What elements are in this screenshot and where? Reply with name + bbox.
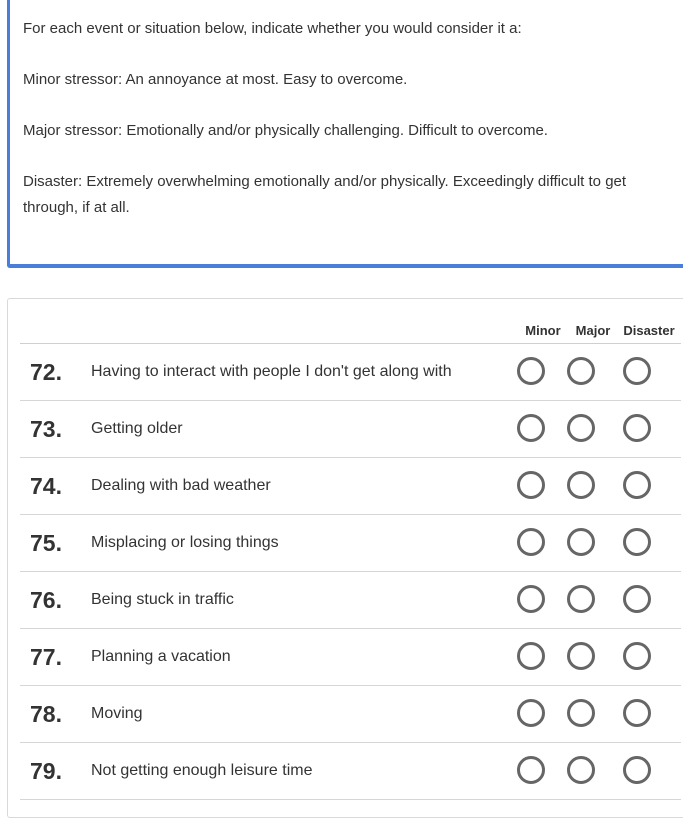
radio-minor[interactable] bbox=[517, 585, 545, 613]
radio-minor[interactable] bbox=[517, 699, 545, 727]
radio-disaster[interactable] bbox=[623, 528, 651, 556]
radio-disaster[interactable] bbox=[623, 414, 651, 442]
question-row-79 bbox=[20, 743, 681, 800]
question-row-77 bbox=[20, 629, 681, 686]
radio-disaster[interactable] bbox=[623, 642, 651, 670]
radio-major[interactable] bbox=[567, 585, 595, 613]
question-text: Having to interact with people I don't get along with bbox=[91, 363, 452, 380]
radio-minor[interactable] bbox=[517, 357, 545, 385]
question-rows bbox=[20, 344, 681, 800]
question-text: Misplacing or losing things bbox=[91, 534, 279, 551]
question-row-75 bbox=[20, 515, 681, 572]
radio-major[interactable] bbox=[567, 357, 595, 385]
question-text: Getting older bbox=[91, 420, 183, 437]
question-row-72 bbox=[20, 344, 681, 401]
question-text: Dealing with bad weather bbox=[91, 477, 271, 494]
column-headers bbox=[8, 299, 683, 343]
radio-disaster[interactable] bbox=[623, 585, 651, 613]
question-number: 78. bbox=[30, 701, 62, 727]
question-row-78 bbox=[20, 686, 681, 743]
instructions-intro: For each event or situation below, indicate whether you would consider it a: bbox=[23, 20, 522, 37]
question-number: 77. bbox=[30, 644, 62, 670]
question-text: Being stuck in traffic bbox=[91, 591, 234, 608]
radio-minor[interactable] bbox=[517, 471, 545, 499]
radio-major[interactable] bbox=[567, 471, 595, 499]
question-text: Not getting enough leisure time bbox=[91, 762, 313, 779]
radio-disaster[interactable] bbox=[623, 756, 651, 784]
question-number: 79. bbox=[30, 758, 62, 784]
radio-major[interactable] bbox=[567, 699, 595, 727]
question-text: Moving bbox=[91, 705, 143, 722]
radio-minor[interactable] bbox=[517, 642, 545, 670]
radio-major[interactable] bbox=[567, 414, 595, 442]
column-header-major: Major bbox=[575, 323, 611, 338]
question-row-73 bbox=[20, 401, 681, 458]
question-row-74 bbox=[20, 458, 681, 515]
question-number: 72. bbox=[30, 359, 62, 385]
question-number: 75. bbox=[30, 530, 62, 556]
question-text: Planning a vacation bbox=[91, 648, 231, 665]
radio-minor[interactable] bbox=[517, 528, 545, 556]
radio-major[interactable] bbox=[567, 528, 595, 556]
instructions-minor: Minor stressor: An annoyance at most. Easy to overcome. bbox=[23, 71, 408, 88]
radio-minor[interactable] bbox=[517, 414, 545, 442]
radio-disaster[interactable] bbox=[623, 357, 651, 385]
column-header-disaster: Disaster bbox=[623, 323, 675, 338]
radio-minor[interactable] bbox=[517, 756, 545, 784]
question-number: 73. bbox=[30, 416, 62, 442]
question-number: 74. bbox=[30, 473, 62, 499]
radio-disaster[interactable] bbox=[623, 699, 651, 727]
radio-disaster[interactable] bbox=[623, 471, 651, 499]
instructions-panel bbox=[7, 0, 683, 268]
question-row-76 bbox=[20, 572, 681, 629]
instructions-disaster: Disaster: Extremely overwhelming emotionally and/or physically. Exceedingly difficult to get through, if at all. bbox=[23, 173, 627, 216]
instructions-major: Major stressor: Emotionally and/or physically challenging. Difficult to overcome. bbox=[23, 122, 548, 139]
question-matrix bbox=[7, 298, 683, 818]
radio-major[interactable] bbox=[567, 642, 595, 670]
column-header-minor: Minor bbox=[525, 323, 561, 338]
radio-major[interactable] bbox=[567, 756, 595, 784]
question-number: 76. bbox=[30, 587, 62, 613]
